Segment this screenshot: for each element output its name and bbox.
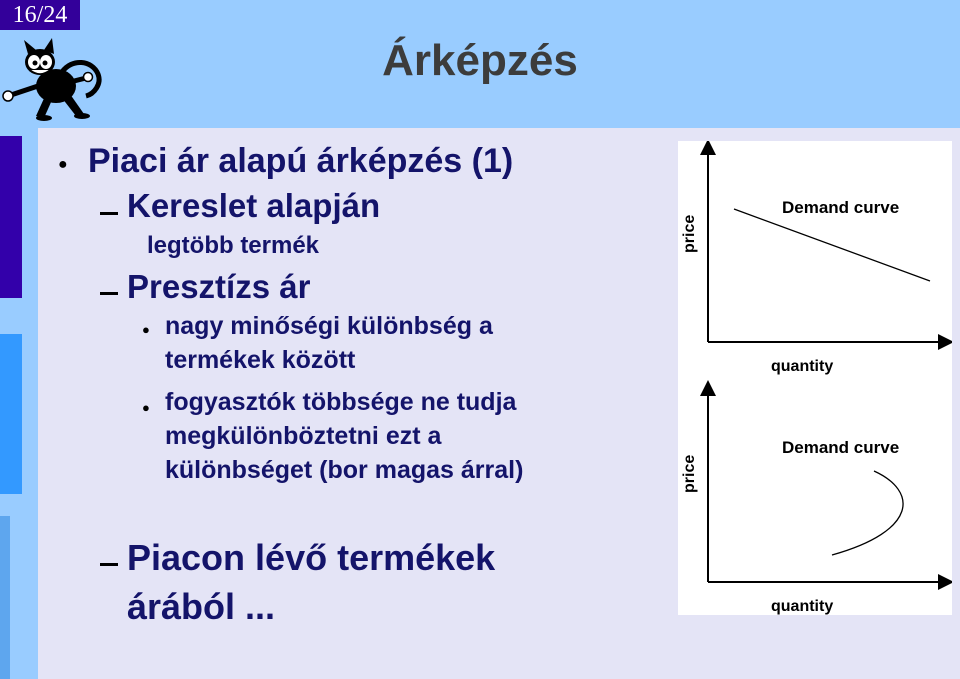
sub-bullet: Piacon lévő termékek bbox=[127, 537, 496, 578]
cartoon-cat-icon bbox=[0, 36, 104, 122]
x-axis-label: quantity bbox=[771, 358, 834, 375]
demand-chart-linear bbox=[681, 147, 946, 375]
bullet-dot-icon: ● bbox=[142, 400, 150, 415]
detail-bullet-cont: megkülönböztetni ezt a bbox=[165, 422, 442, 450]
sub-bullet-cont: árából ... bbox=[127, 586, 276, 627]
dash-icon bbox=[100, 563, 118, 566]
bullet-dot-icon: ● bbox=[142, 322, 150, 337]
dash-icon bbox=[100, 212, 118, 215]
bullet-dot-icon: ● bbox=[58, 156, 68, 173]
demand-line bbox=[734, 209, 930, 281]
detail-bullet: nagy minőségi különbség a bbox=[165, 312, 493, 340]
slide-title: Árképzés bbox=[382, 36, 578, 85]
demand-curve bbox=[832, 471, 903, 555]
series-label: Demand curve bbox=[782, 198, 900, 217]
series-label: Demand curve bbox=[782, 438, 900, 457]
demand-charts bbox=[678, 141, 952, 615]
slide-counter: 16/24 bbox=[0, 0, 80, 30]
sub-bullet: Kereslet alapján bbox=[127, 187, 381, 224]
y-axis-label: price bbox=[681, 454, 698, 493]
demand-chart-curved bbox=[681, 388, 946, 615]
y-axis-label: price bbox=[681, 214, 698, 253]
sub-bullet-note: legtöbb termék bbox=[147, 232, 320, 259]
decorative-bar bbox=[0, 136, 22, 298]
dash-icon bbox=[100, 292, 118, 295]
bullet-heading: Piaci ár alapú árképzés (1) bbox=[88, 142, 514, 180]
x-axis-label: quantity bbox=[771, 598, 834, 615]
decorative-bar bbox=[0, 334, 22, 494]
detail-bullet-cont: különbséget (bor magas árral) bbox=[165, 456, 524, 484]
detail-bullet: fogyasztók többsége ne tudja bbox=[165, 388, 517, 416]
decorative-bar bbox=[0, 516, 10, 679]
sub-bullet: Presztízs ár bbox=[127, 268, 311, 305]
detail-bullet-cont: termékek között bbox=[165, 346, 356, 374]
